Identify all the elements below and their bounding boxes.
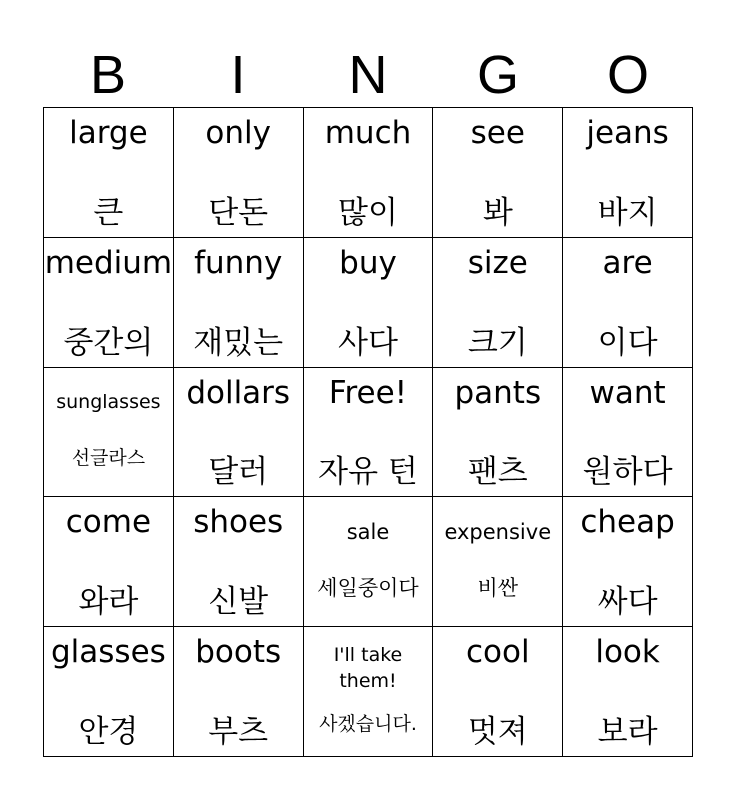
cell-korean: 팬츠 bbox=[467, 454, 528, 491]
header-letter-g: G bbox=[476, 45, 519, 105]
cell-korean: 재밌는 bbox=[193, 324, 284, 361]
cell-korean: 안경 bbox=[78, 714, 139, 750]
header-letter-n: N bbox=[348, 45, 388, 105]
bingo-cell-funny[interactable] bbox=[174, 238, 304, 368]
header-letter-o: O bbox=[606, 45, 649, 105]
bingo-cell-free[interactable] bbox=[304, 368, 434, 498]
cell-korean: 바지 bbox=[597, 194, 658, 231]
cell-english: pants bbox=[454, 374, 542, 411]
bingo-cell-cool[interactable] bbox=[433, 627, 563, 757]
bingo-cell-sunglasses[interactable] bbox=[44, 368, 174, 498]
cell-korean: 크기 bbox=[467, 324, 528, 361]
cell-korean: 봐 bbox=[482, 194, 513, 231]
cell-korean: 선글라스 bbox=[71, 447, 146, 470]
cell-english: cheap bbox=[580, 504, 675, 541]
bingo-cell-glasses[interactable] bbox=[44, 627, 174, 757]
cell-english: want bbox=[589, 374, 666, 411]
cell-korean: 사겠습니다. bbox=[319, 713, 417, 736]
cell-korean: 큰 bbox=[93, 194, 124, 231]
cell-english: come bbox=[65, 504, 152, 541]
cell-korean: 비싼 bbox=[477, 575, 519, 600]
cell-korean: 멋져 bbox=[467, 714, 528, 750]
bingo-cell-see[interactable] bbox=[433, 108, 563, 238]
cell-korean: 중간의 bbox=[63, 324, 154, 361]
bingo-cell-size[interactable] bbox=[433, 238, 563, 368]
cell-korean: 자유 턴 bbox=[318, 454, 418, 491]
bingo-header bbox=[43, 42, 693, 108]
cell-english: shoes bbox=[193, 504, 284, 541]
cell-english: I'll take them! bbox=[333, 643, 403, 692]
bingo-cell-large[interactable] bbox=[44, 108, 174, 238]
bingo-cell-boots[interactable] bbox=[174, 627, 304, 757]
cell-english: see bbox=[470, 115, 525, 151]
bingo-cell-much[interactable] bbox=[304, 108, 434, 238]
cell-korean: 원하다 bbox=[582, 454, 673, 491]
cell-english: much bbox=[324, 115, 412, 151]
cell-korean: 세일중이다 bbox=[317, 575, 419, 600]
cell-english: buy bbox=[339, 244, 397, 281]
cell-english: sunglasses bbox=[56, 390, 161, 413]
cell-english: only bbox=[205, 115, 271, 151]
cell-korean: 싸다 bbox=[597, 584, 658, 621]
bingo-cell-come[interactable] bbox=[44, 497, 174, 627]
bingo-cell-jeans[interactable] bbox=[563, 108, 693, 238]
cell-english: large bbox=[69, 115, 148, 151]
bingo-cell-pants[interactable] bbox=[433, 368, 563, 498]
header-letter-i: I bbox=[230, 45, 246, 105]
cell-english: look bbox=[595, 634, 660, 671]
bingo-cell-dollars[interactable] bbox=[174, 368, 304, 498]
bingo-cell-want[interactable] bbox=[563, 368, 693, 498]
cell-english: medium bbox=[44, 244, 173, 281]
cell-korean: 부츠 bbox=[208, 714, 269, 750]
cell-korean: 많이 bbox=[338, 194, 398, 231]
bingo-cell-cheap[interactable] bbox=[563, 497, 693, 627]
cell-english: sale bbox=[346, 519, 390, 544]
bingo-cell-expensive[interactable] bbox=[433, 497, 563, 627]
cell-english: funny bbox=[194, 244, 283, 281]
cell-korean: 달러 bbox=[208, 454, 269, 491]
bingo-cell-are[interactable] bbox=[563, 238, 693, 368]
header-letter-b: B bbox=[89, 45, 127, 105]
cell-korean: 와라 bbox=[78, 584, 139, 621]
cell-english: Free! bbox=[328, 374, 408, 411]
cell-english: size bbox=[467, 244, 528, 281]
cell-english: cool bbox=[465, 634, 530, 671]
bingo-cell-ill-take-them[interactable] bbox=[304, 627, 434, 757]
bingo-cell-buy[interactable] bbox=[304, 238, 434, 368]
cell-korean: 신발 bbox=[208, 584, 269, 621]
cell-korean: 단돈 bbox=[208, 194, 269, 231]
cell-english: are bbox=[602, 244, 653, 281]
bingo-cell-look[interactable] bbox=[563, 627, 693, 757]
cell-korean: 보라 bbox=[597, 714, 658, 750]
cell-english: jeans bbox=[586, 115, 669, 151]
cell-korean: 사다 bbox=[338, 324, 398, 361]
bingo-cell-shoes[interactable] bbox=[174, 497, 304, 627]
cell-korean: 이다 bbox=[597, 324, 658, 361]
bingo-grid bbox=[43, 107, 693, 757]
cell-english: expensive bbox=[444, 519, 552, 544]
bingo-cell-only[interactable] bbox=[174, 108, 304, 238]
cell-english: glasses bbox=[50, 634, 166, 671]
cell-english: boots bbox=[195, 634, 282, 671]
cell-english: dollars bbox=[186, 374, 291, 411]
bingo-cell-sale[interactable] bbox=[304, 497, 434, 627]
bingo-cell-medium[interactable] bbox=[44, 238, 174, 368]
